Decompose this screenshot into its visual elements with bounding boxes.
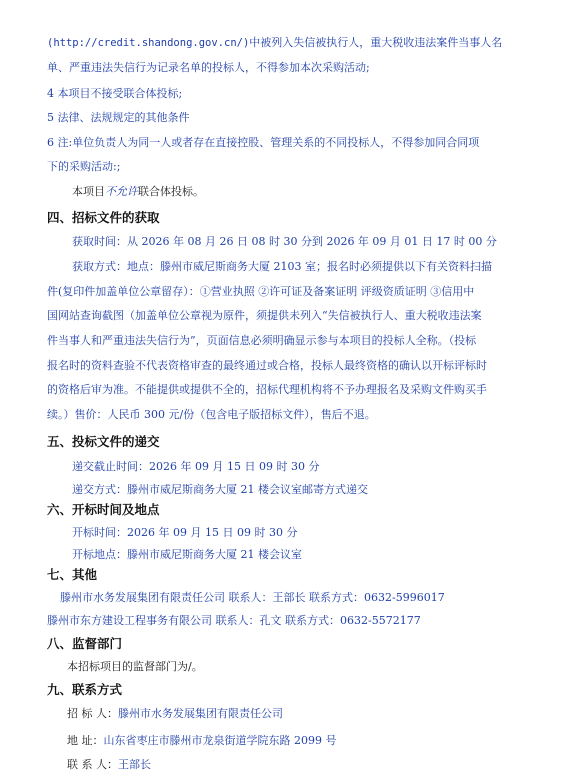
contact-line-dongfang: 滕州市东方建设工程事务有限公司 联系人：孔文 联系方式：0632-5572177 xyxy=(47,614,421,627)
section-5-heading: 五、投标文件的递交 xyxy=(47,434,160,449)
acquisition-method-line-1: 获取方式：地点：滕州市威尼斯商务大厦 2103 室；报名时必须提供以下有关资料扫描 xyxy=(72,260,492,273)
contact-person-label: 联 系 人： xyxy=(67,758,118,771)
contact-person-value: 王部长 xyxy=(118,758,151,771)
submission-method: 递交方式：滕州市威尼斯商务大厦 21 楼会议室邮寄方式递交 xyxy=(72,483,368,496)
joint-bid-statement xyxy=(72,183,204,199)
intro-line-1 xyxy=(47,34,502,50)
joint-bid-suffix: 联合体投标。 xyxy=(138,185,204,198)
condition-item-6-line-2: 下的采购活动:; xyxy=(47,160,121,173)
acquisition-method-line-6: 的资格后审为准。不能提供或提供不全的，招标代理机构将不予办理报名及采购文件购买手 xyxy=(47,383,487,396)
section-7-heading: 七、其他 xyxy=(47,567,98,582)
acquisition-time: 获取时间：从 2026 年 08 月 26 日 08 时 30 分到 2026 年 09 月 01 日 17 时 00 分 xyxy=(72,235,497,248)
section-4-heading: 四、招标文件的获取 xyxy=(47,210,160,225)
section-6-heading: 六、开标时间及地点 xyxy=(47,502,160,517)
address-row xyxy=(67,732,337,748)
opening-time: 开标时间：2026 年 09 月 15 日 09 时 30 分 xyxy=(72,526,298,539)
joint-bid-prefix: 本项目 xyxy=(72,185,105,198)
acquisition-method-line-2: 件(复印件加盖单位公章留存）：①营业执照 ②许可证及备案证明 评级资质证明 ③信用中 xyxy=(47,285,475,298)
tenderer-label: 招 标 人： xyxy=(67,707,118,720)
contact-line-water-group: 滕州市水务发展集团有限责任公司 联系人：王部长 联系方式：0632-5996017 xyxy=(60,591,445,604)
tenderer-row xyxy=(67,705,283,721)
supervision-text: 本招标项目的监督部门为/。 xyxy=(67,660,203,673)
submission-deadline: 递交截止时间：2026 年 09 月 15 日 09 时 30 分 xyxy=(72,460,320,473)
credit-url: (http://credit.shandong.gov.cn/) xyxy=(47,37,250,49)
contact-person-row xyxy=(67,756,151,772)
address-value: 山东省枣庄市滕州市龙泉街道学院东路 2099 号 xyxy=(103,734,337,747)
joint-bid-value: 不允许 xyxy=(105,185,138,198)
intro-line-2: 单、严重违法失信行为记录名单的投标人，不得参加本次采购活动; xyxy=(47,61,370,74)
acquisition-method-line-5: 报名时的资料查验不代表资格审查的最终通过或合格，投标人最终资格的确认以开标评标时 xyxy=(47,359,487,372)
condition-item-6-line-1: 6 注:单位负责人为同一人或者存在直接控股、管理关系的不同投标人，不得参加同合同项 xyxy=(47,136,480,149)
tenderer-value: 滕州市水务发展集团有限责任公司 xyxy=(118,707,283,720)
condition-item-5: 5 法律、法规规定的其他条件 xyxy=(47,111,190,124)
address-label: 地 址： xyxy=(67,734,104,747)
section-9-heading: 九、联系方式 xyxy=(47,682,123,697)
acquisition-method-line-3: 国网站查询截图（加盖单位公章视为原件，须提供未列入“失信被执行人、重大税收违法案 xyxy=(47,309,482,322)
acquisition-method-line-4: 件当事人和严重违法失信行为”，页面信息必须明确显示参与本项目的投标人全称。（投标 xyxy=(47,334,477,347)
section-8-heading: 八、监督部门 xyxy=(47,636,123,651)
condition-item-4: 4 本项目不接受联合体投标; xyxy=(47,87,183,100)
intro-line-1-text: 中被列入失信被执行人，重大税收违法案件当事人名 xyxy=(249,36,503,49)
acquisition-method-line-7: 续。）售价：人民币 300 元/份（包含电子版招标文件），售后不退。 xyxy=(47,408,376,421)
opening-place: 开标地点：滕州市威尼斯商务大厦 21 楼会议室 xyxy=(72,548,302,561)
